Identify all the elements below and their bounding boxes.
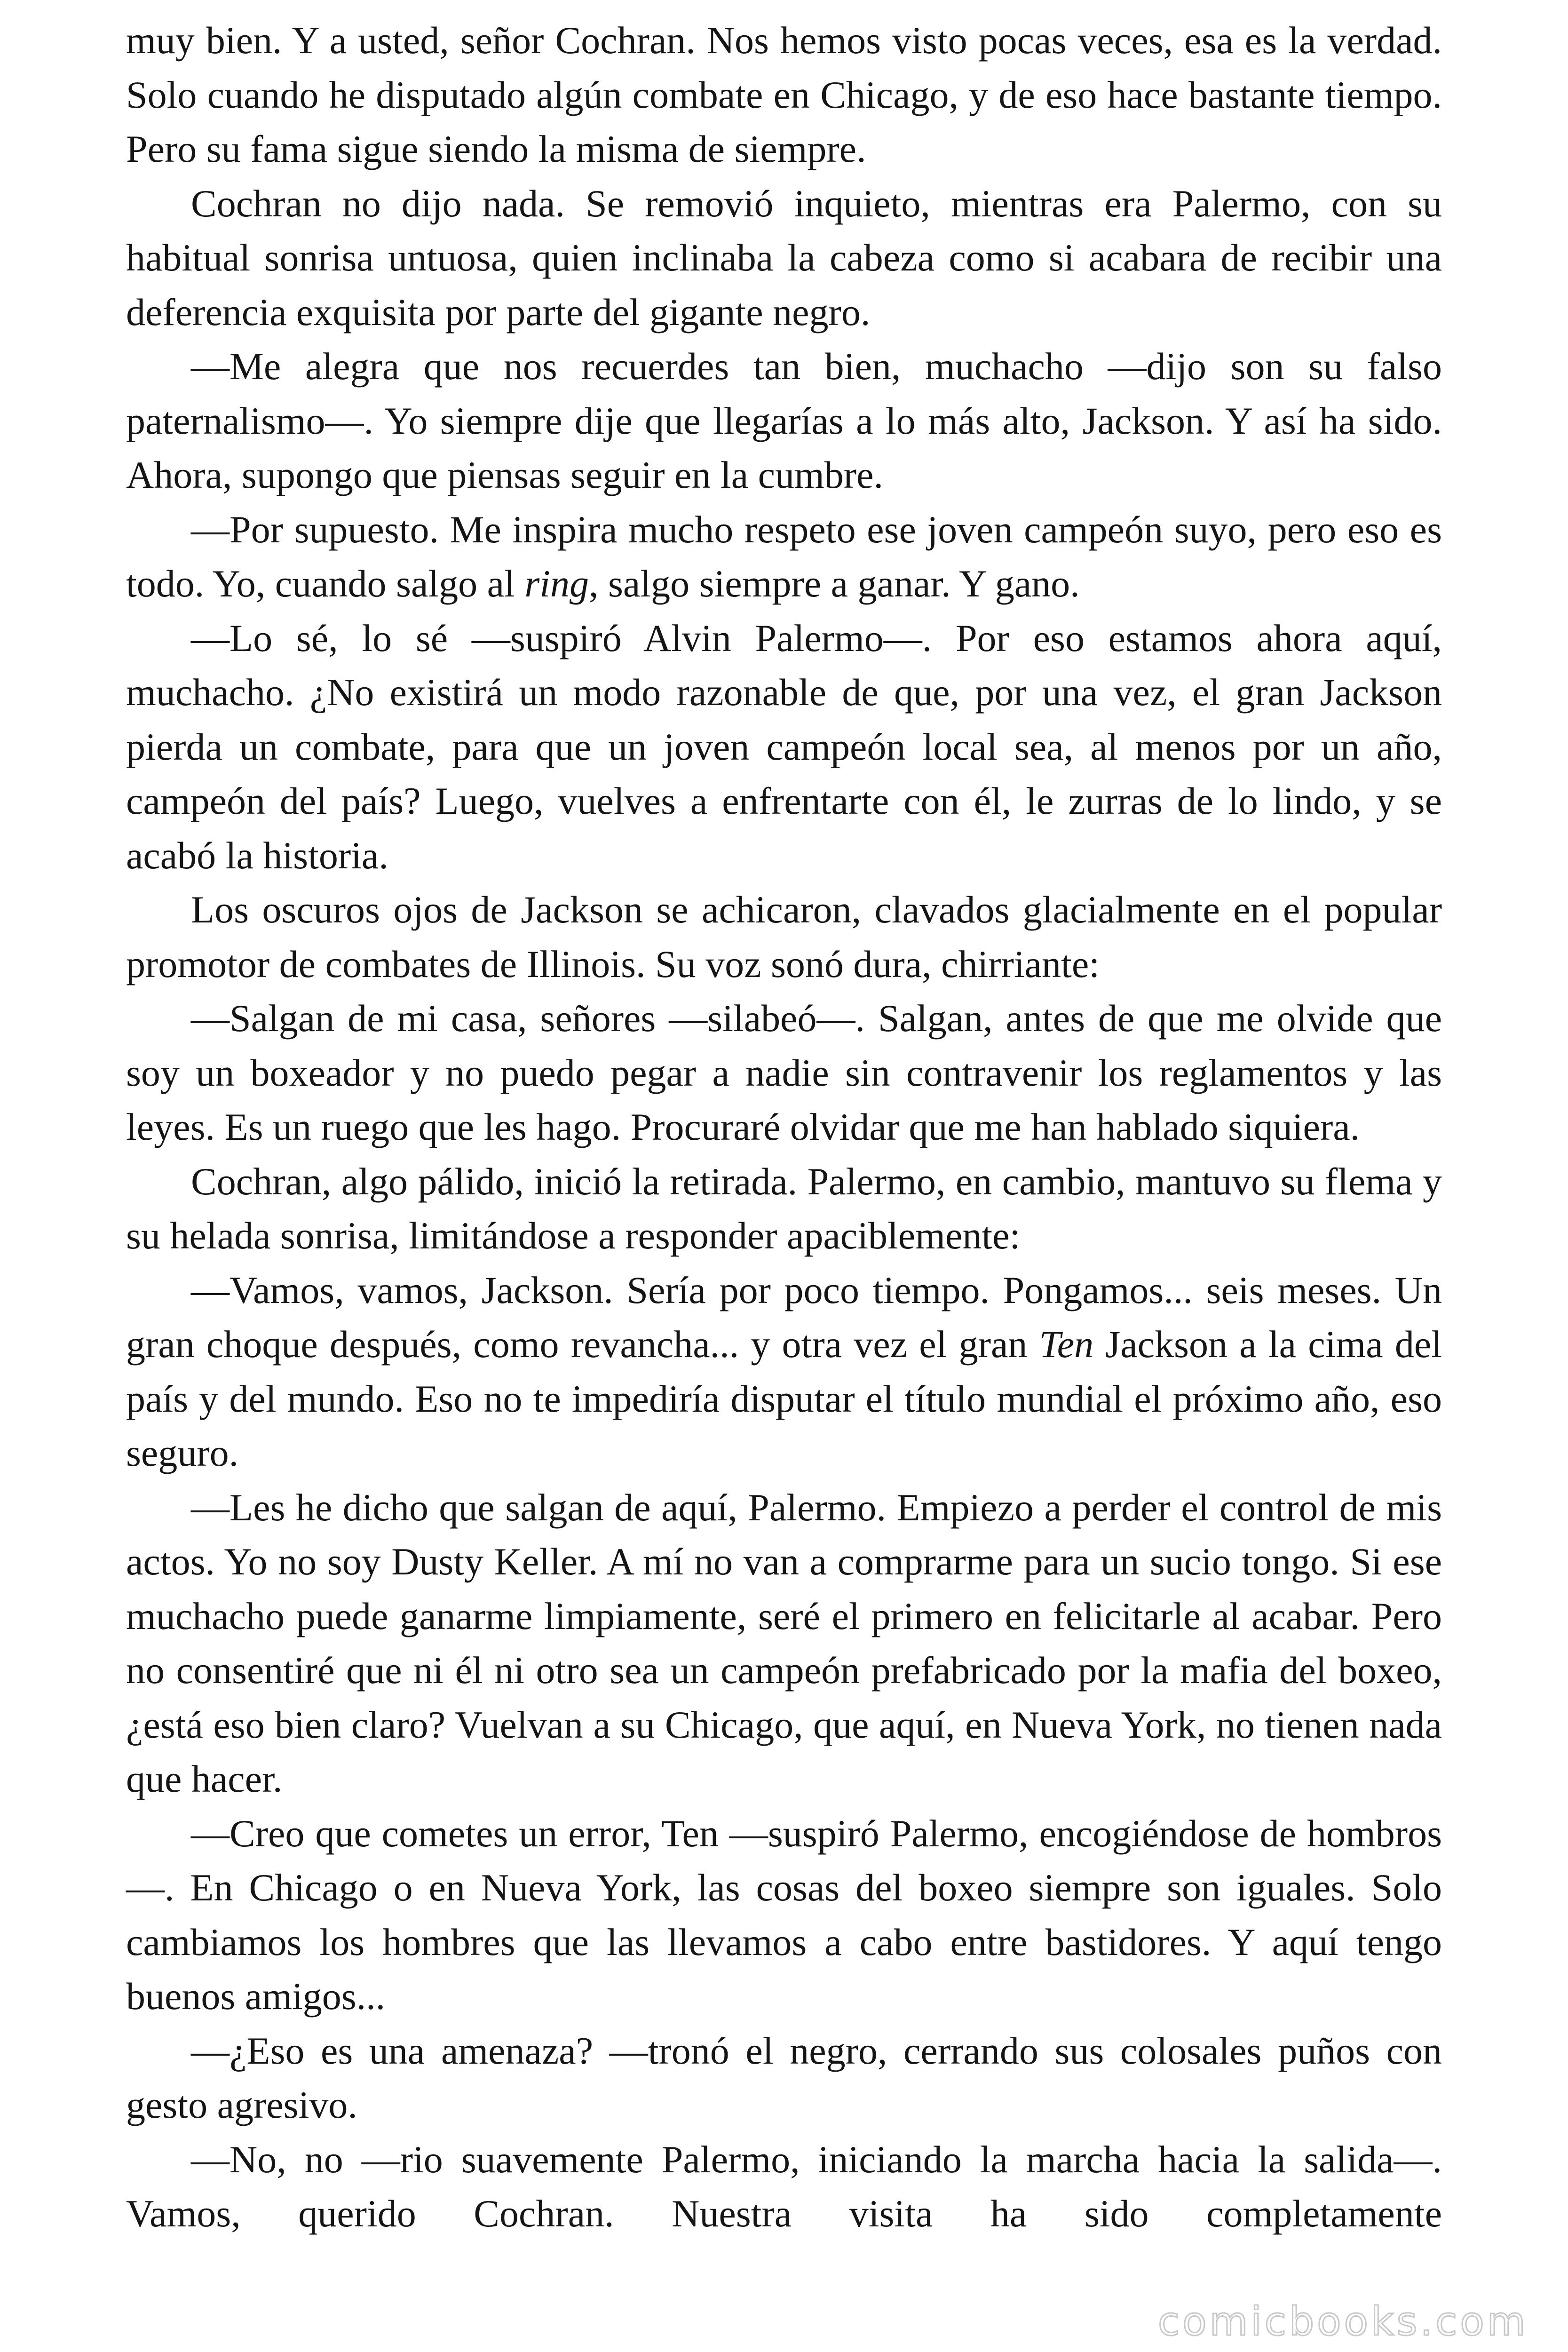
book-page-text: [126, 13, 1442, 2241]
paragraph-text: Jackson a la cima del país y del mundo. Eso no te impediría disputar el título mundial el próximo año, eso seguro.: [126, 1323, 1442, 1474]
italic-word: ring: [524, 562, 589, 605]
paragraph: —Me alegra que nos recuerdes tan bien, muchacho —dijo son su falso paternalismo—. Yo siempre dije que llegarías a lo más alto, Jackson. Y así ha sido. Ahora, supongo que piensas seguir en la cumbre.: [126, 345, 1442, 496]
italic-word: Ten: [1039, 1323, 1094, 1366]
paragraph: Cochran no dijo nada. Se removió inquieto, mientras era Palermo, con su habitual sonrisa untuosa, quien inclinaba la cabeza como si acabara de recibir una deferencia exquisita por parte del gigante negro.: [126, 182, 1442, 334]
paragraph-text: —Por supuesto. Me inspira mucho respeto ese joven campeón suyo, pero eso es todo. Yo, cuando salgo al: [126, 508, 1442, 605]
paragraph: Los oscuros ojos de Jackson se achicaron, clavados glacialmente en el popular promotor de combates de Illinois. Su voz sonó dura, chirriante:: [126, 888, 1442, 985]
paragraph: —Creo que cometes un error, Ten —suspiró Palermo, encogiéndose de hombros—. En Chicago o en Nueva York, las cosas del boxeo siempre son iguales. Solo cambiamos los hombres que las llevamos a cabo entre bastidores. Y aquí tengo buenos amigos...: [126, 1812, 1442, 2018]
paragraph: —Les he dicho que salgan de aquí, Palermo. Empiezo a perder el control de mis actos. Yo no soy Dusty Keller. A mí no van a comprarme para un sucio tongo. Si ese muchacho puede ganarme limpiamente, seré el primero en felicitarle al acabar. Pero no consentiré que ni él ni otro sea un campeón prefabricado por la mafia del boxeo, ¿está eso bien claro? Vuelvan a su Chicago, que aquí, en Nueva York, no tienen nada que hacer.: [126, 1486, 1442, 1800]
paragraph: [126, 1263, 1442, 1480]
paragraph: —Lo sé, lo sé —suspiró Alvin Palermo—. Por eso estamos ahora aquí, muchacho. ¿No existirá un modo razonable de que, por una vez, el gran Jackson pierda un combate, para que un joven campeón local sea, al menos por un año, campeón del país? Luego, vuelves a enfrentarte con él, le zurras de lo lindo, y se acabó la historia.: [126, 616, 1442, 877]
paragraph: —¿Eso es una amenaza? —tronó el negro, cerrando sus colosales puños con gesto agresivo.: [126, 2029, 1442, 2126]
paragraph-text: —Vamos, vamos, Jackson. Sería por poco tiempo. Pongamos... seis meses. Un gran choque después, como revancha... y otra vez el gran: [126, 1268, 1442, 1366]
paragraph-text: , salgo siempre a ganar. Y gano.: [589, 562, 1080, 605]
paragraph-continuation: muy bien. Y a usted, señor Cochran. Nos hemos visto pocas veces, esa es la verdad. Solo cuando he disputado algún combate en Chicago, y de eso hace bastante tiempo. Pero su fama sigue siendo la misma de siempre.: [126, 19, 1442, 170]
paragraph: —Salgan de mi casa, señores —silabeó—. Salgan, antes de que me olvide que soy un boxeador y no puedo pegar a nadie sin contravenir los reglamentos y las leyes. Es un ruego que les hago. Procuraré olvidar que me han hablado siquiera.: [126, 997, 1442, 1148]
watermark-logo: comicbooks.com: [1158, 2298, 1528, 2344]
paragraph: [126, 502, 1442, 611]
paragraph-cut-off: —No, no —rio suavemente Palermo, iniciando la marcha hacia la salida—. Vamos, querido Cochran. Nuestra visita ha sido completamente: [126, 2137, 1442, 2235]
paragraph: Cochran, algo pálido, inició la retirada. Palermo, en cambio, mantuvo su flema y su helada sonrisa, limitándose a responder apaciblemente:: [126, 1160, 1442, 1257]
